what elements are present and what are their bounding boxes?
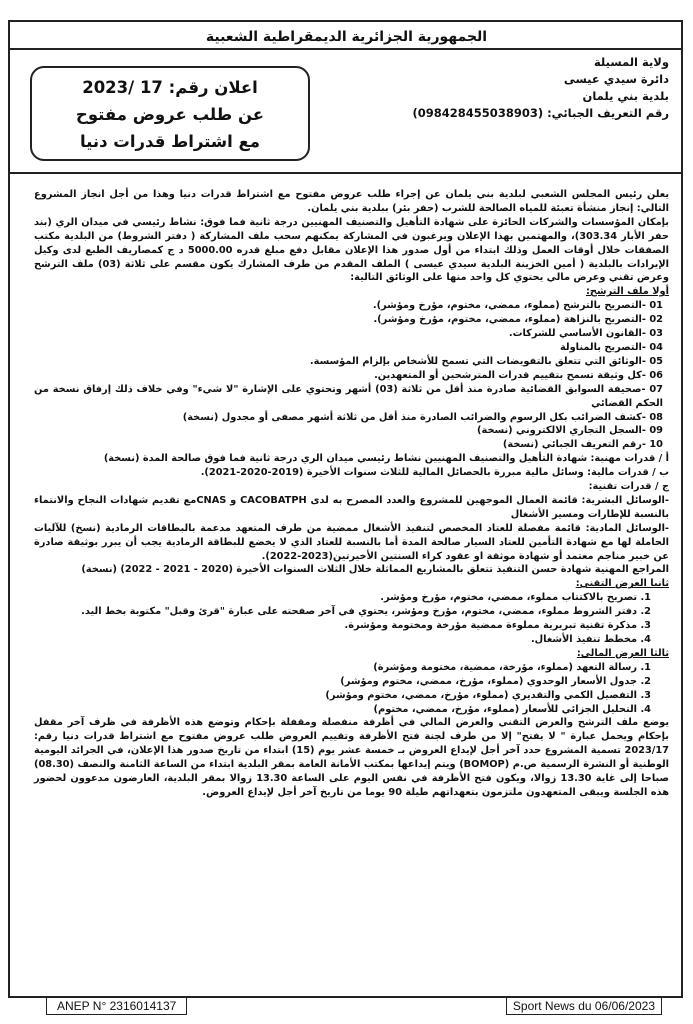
announcement-title-box	[30, 66, 310, 161]
technical-capacity-heading: ج / قدرات تقنية:	[588, 481, 669, 493]
announcement-number: اعلان رقم: 17 /2023	[82, 78, 258, 97]
candidacy-item: 01 -التصريح بالترشح (مملوء، ممضي، مختوم، مؤرخ ومؤشر).	[372, 300, 663, 312]
candidacy-item: 04 -التصريح بالمناولة	[559, 341, 663, 353]
technical-offer-item: 3. مذكرة تقنية تبريرية مملوءة ممضية مؤرخة ومختومة ومؤشرة.	[344, 620, 651, 632]
candidacy-item: 06 -كل وثيقة تسمح بتقييم قدرات المترشحين أو المتعهدين.	[374, 369, 663, 381]
technical-offer-item: 1. تصريح بالاكتتاب مملوء، ممضي، مختوم، مؤرخ ومؤشر.	[380, 592, 651, 604]
announcement-condition: مع اشتراط قدرات دنيا	[79, 132, 261, 151]
candidacy-heading: أولا ملف الترشح:	[585, 286, 669, 298]
financial-capacity: ب / قدرات مالية: وسائل مالية مبررة بالحصائل المالية للثلاث سنوات الأخيرة (2019-2020-2021).	[200, 467, 669, 479]
candidacy-item: 05 -الوثائق التي تتعلق بالتفويضات التي تسمح للأشخاص بإلزام المؤسسة.	[309, 355, 663, 367]
wilaya-label: ولاية المسيلة	[593, 55, 669, 69]
header-divider	[10, 48, 683, 50]
administration-block	[413, 54, 669, 122]
candidacy-item: 09 -السجل التجاري الالكتروني (نسخة)	[477, 425, 663, 437]
tax-id-label: رقم التعريف الجبائي: (098428455038903)	[412, 106, 669, 120]
financial-offer-item: 3. التفصيل الكمي والتقديري (مملوء، مؤرخ، ممضي، مختوم ومؤشر)	[325, 689, 651, 701]
candidacy-item: 10 -رقم التعريف الجبائي (نسخة)	[502, 439, 663, 451]
announcement-type: عن طلب عروض مفتوح	[75, 105, 265, 124]
financial-offer-item: 4. التحليل الجزائي للأسعار (مملوء، مؤرخ، ممضي، مختوم)	[373, 703, 651, 715]
commune-label: بلدية بني يلمان	[582, 89, 669, 103]
newspaper-reference: Sport News du 06/06/2023	[506, 997, 662, 1015]
financial-offer-item: 2. جدول الأسعار الوحدوي (مملوء، مؤرخ، ممضي، مختوم ومؤشر)	[340, 675, 651, 687]
intro-paragraph: يعلن رئيس المجلس الشعبي لبلدية بني يلمان عن إجراء طلب عروض مفتوح مع اشتراط قدرات دنيا وهذا من أجل انجاز المشروع التالي: إنجاز منشأة تعبئة للمياه الصالحة للشرب (حفر بئر) ببلدية بني يلمان.	[34, 189, 669, 214]
financial-offer-item: 1. رسالة التعهد (مملوء، مؤرخة، ممضية، مختومة ومؤشرة)	[373, 661, 651, 673]
candidacy-item: 02 -التصريح بالنزاهة (مملوء، ممضي، مختوم، مؤرخ ومؤشر).	[373, 314, 663, 326]
professional-references: المراجع المهنية شهادة حسن التنفيذ تتعلق بالمشاريع المماثلة خلال الثلاث السنوات الأخيرة (2020 - 2021 - 2022) (نسخة)	[81, 564, 669, 576]
eligibility-paragraph: بإمكان المؤسسات والشركات الحائزة على شهادة التأهيل والتصنيف المهنيين درجة ثانية فما فوق: نشاط رئيسي في ميدان الري (بند حفر الأبار 303.34)، والمهتمين بهذا الإعلان ويرغبون في المشاركة يمكنهم سحب ملف المشاركة ( دفتر الشروط) من البلدية مكتب الصفقات خلال أوقات العمل وذلك ابتداء من أول صدور هذا الإعلان مقابل دفع مبلغ قدره 5000.00 د ج كمصاريف الطبع لدى وكيل الإيرادات بالبلدية ( أمين الخزينة البلدية سيدي عيسى ) الملف المقدم من طرف المشارك يكون مقسم على ثلاثة (03) ملف الترشح وعرض تقني وعرض مالي يحتوي كل واحد منها على الوثائق التالية:	[34, 216, 669, 284]
daira-label: دائرة سيدي عيسى	[563, 72, 669, 86]
technical-offer-heading: ثانيا العرض التقني:	[575, 578, 669, 590]
candidacy-item: 03 -القانون الأساسي للشركات.	[508, 328, 663, 340]
body-divider	[10, 172, 683, 174]
material-resources: -الوسائل المادية: قائمة مفصلة للعتاد المخصص لتنفيذ الأشغال ممضية من طرف المتعهد مدعمة بالبطاقات الرمادية (نسخ) للآليات الحاملة لها مع شهادة التأمين للعتاد السيار صالحة المدة أما بالنسبة للعتاد الذي لا يخضع للبطاقة الرمادية يجب أن يبرر بوثيقة صادرة عن خبير مناجم معتمد أو شهادة موثقة او عقود كراء السنتين الأخيرتين(2023-2022).	[34, 522, 669, 562]
professional-capacity: أ / قدرات مهنية: شهادة التأهيل والتصنيف المهنيين نشاط رئيسي ميدان الري درجة ثانية فما فوق صالحة المدة (نسخة)	[103, 453, 669, 465]
closing-paragraph: يوضع ملف الترشح والعرض التقني والعرض المالي في أظرفة منفصلة ومقفلة بإحكام وتوضع هذه الأظرفة في ظرف آخر مقفل بإحكام ويحمل عبارة " لا يفتح" إلا من طرف لجنة فتح الأظرفة وتقييم العروض طلب عروض مفتوح مع اشتراط قدرات دنيا رقم: 2023/17 تسمية المشروع حدد آخر أجل لإيداع العروض بـ خمسة عشر يوم (15) ابتداء من تاريخ صدور هذا الإعلان، في الجرائد اليومية الوطنية أو النشرة الرسمية ص.م (BOMOP) ويتم إيداعها بمكتب الأمانة العامة بمقر البلدية ابتداء من الساعة الثامنة والنصف (08.30) صباحا إلى غاية 13.30 زوالا، ويكون فتح الأظرفة في نفس اليوم على الساعة 13.30 زوالا بمقر البلدية، العارضون مدعوون لحضور هذه الجلسة ويبقى المتعهدون ملتزمون بتعهداتهم طيلة 90 يوما من تاريخ آخر أجل لإيداع العروض.	[34, 717, 669, 798]
human-resources: -الوسائل البشرية: قائمة العمال الموجهين للمشروع والعدد المصرح به لدى CACOBATPH و CNASمع تقديم شهادات النجاح والانتماء بالنسبة للإطارات ومسير الأشغال	[34, 494, 669, 520]
anep-reference: ANEP N° 2316014137	[46, 997, 187, 1015]
technical-offer-item: 4. مخطط تنفيذ الأشغال.	[530, 634, 651, 645]
announcement-body	[34, 188, 669, 800]
candidacy-item: 08 -كشف الضرائب بكل الرسوم والضرائب الصادرة منذ أقل من ثلاثة أشهر مصفى أو مجدول (نسخة)	[182, 411, 663, 423]
technical-offer-item: 2. دفتر الشروط مملوء، ممضي، مختوم، مؤرخ ومؤشر، يحتوي في آخر صفحته على عبارة "قرئ وقبل" مكتوبة بخط اليد.	[81, 606, 651, 618]
candidacy-item: 07 -صحيفة السوابق القضائية صادرة منذ أقل من ثلاثة (03) أشهر وتحتوي على الإشارة "لا شيء" وفي خلاف ذلك إرفاق نسخة من الحكم القضائي	[34, 383, 663, 409]
financial-offer-heading: ثالثا العرض المالي:	[576, 647, 669, 659]
republic-heading: الجمهورية الجزائرية الديمقراطية الشعبية	[205, 29, 488, 45]
